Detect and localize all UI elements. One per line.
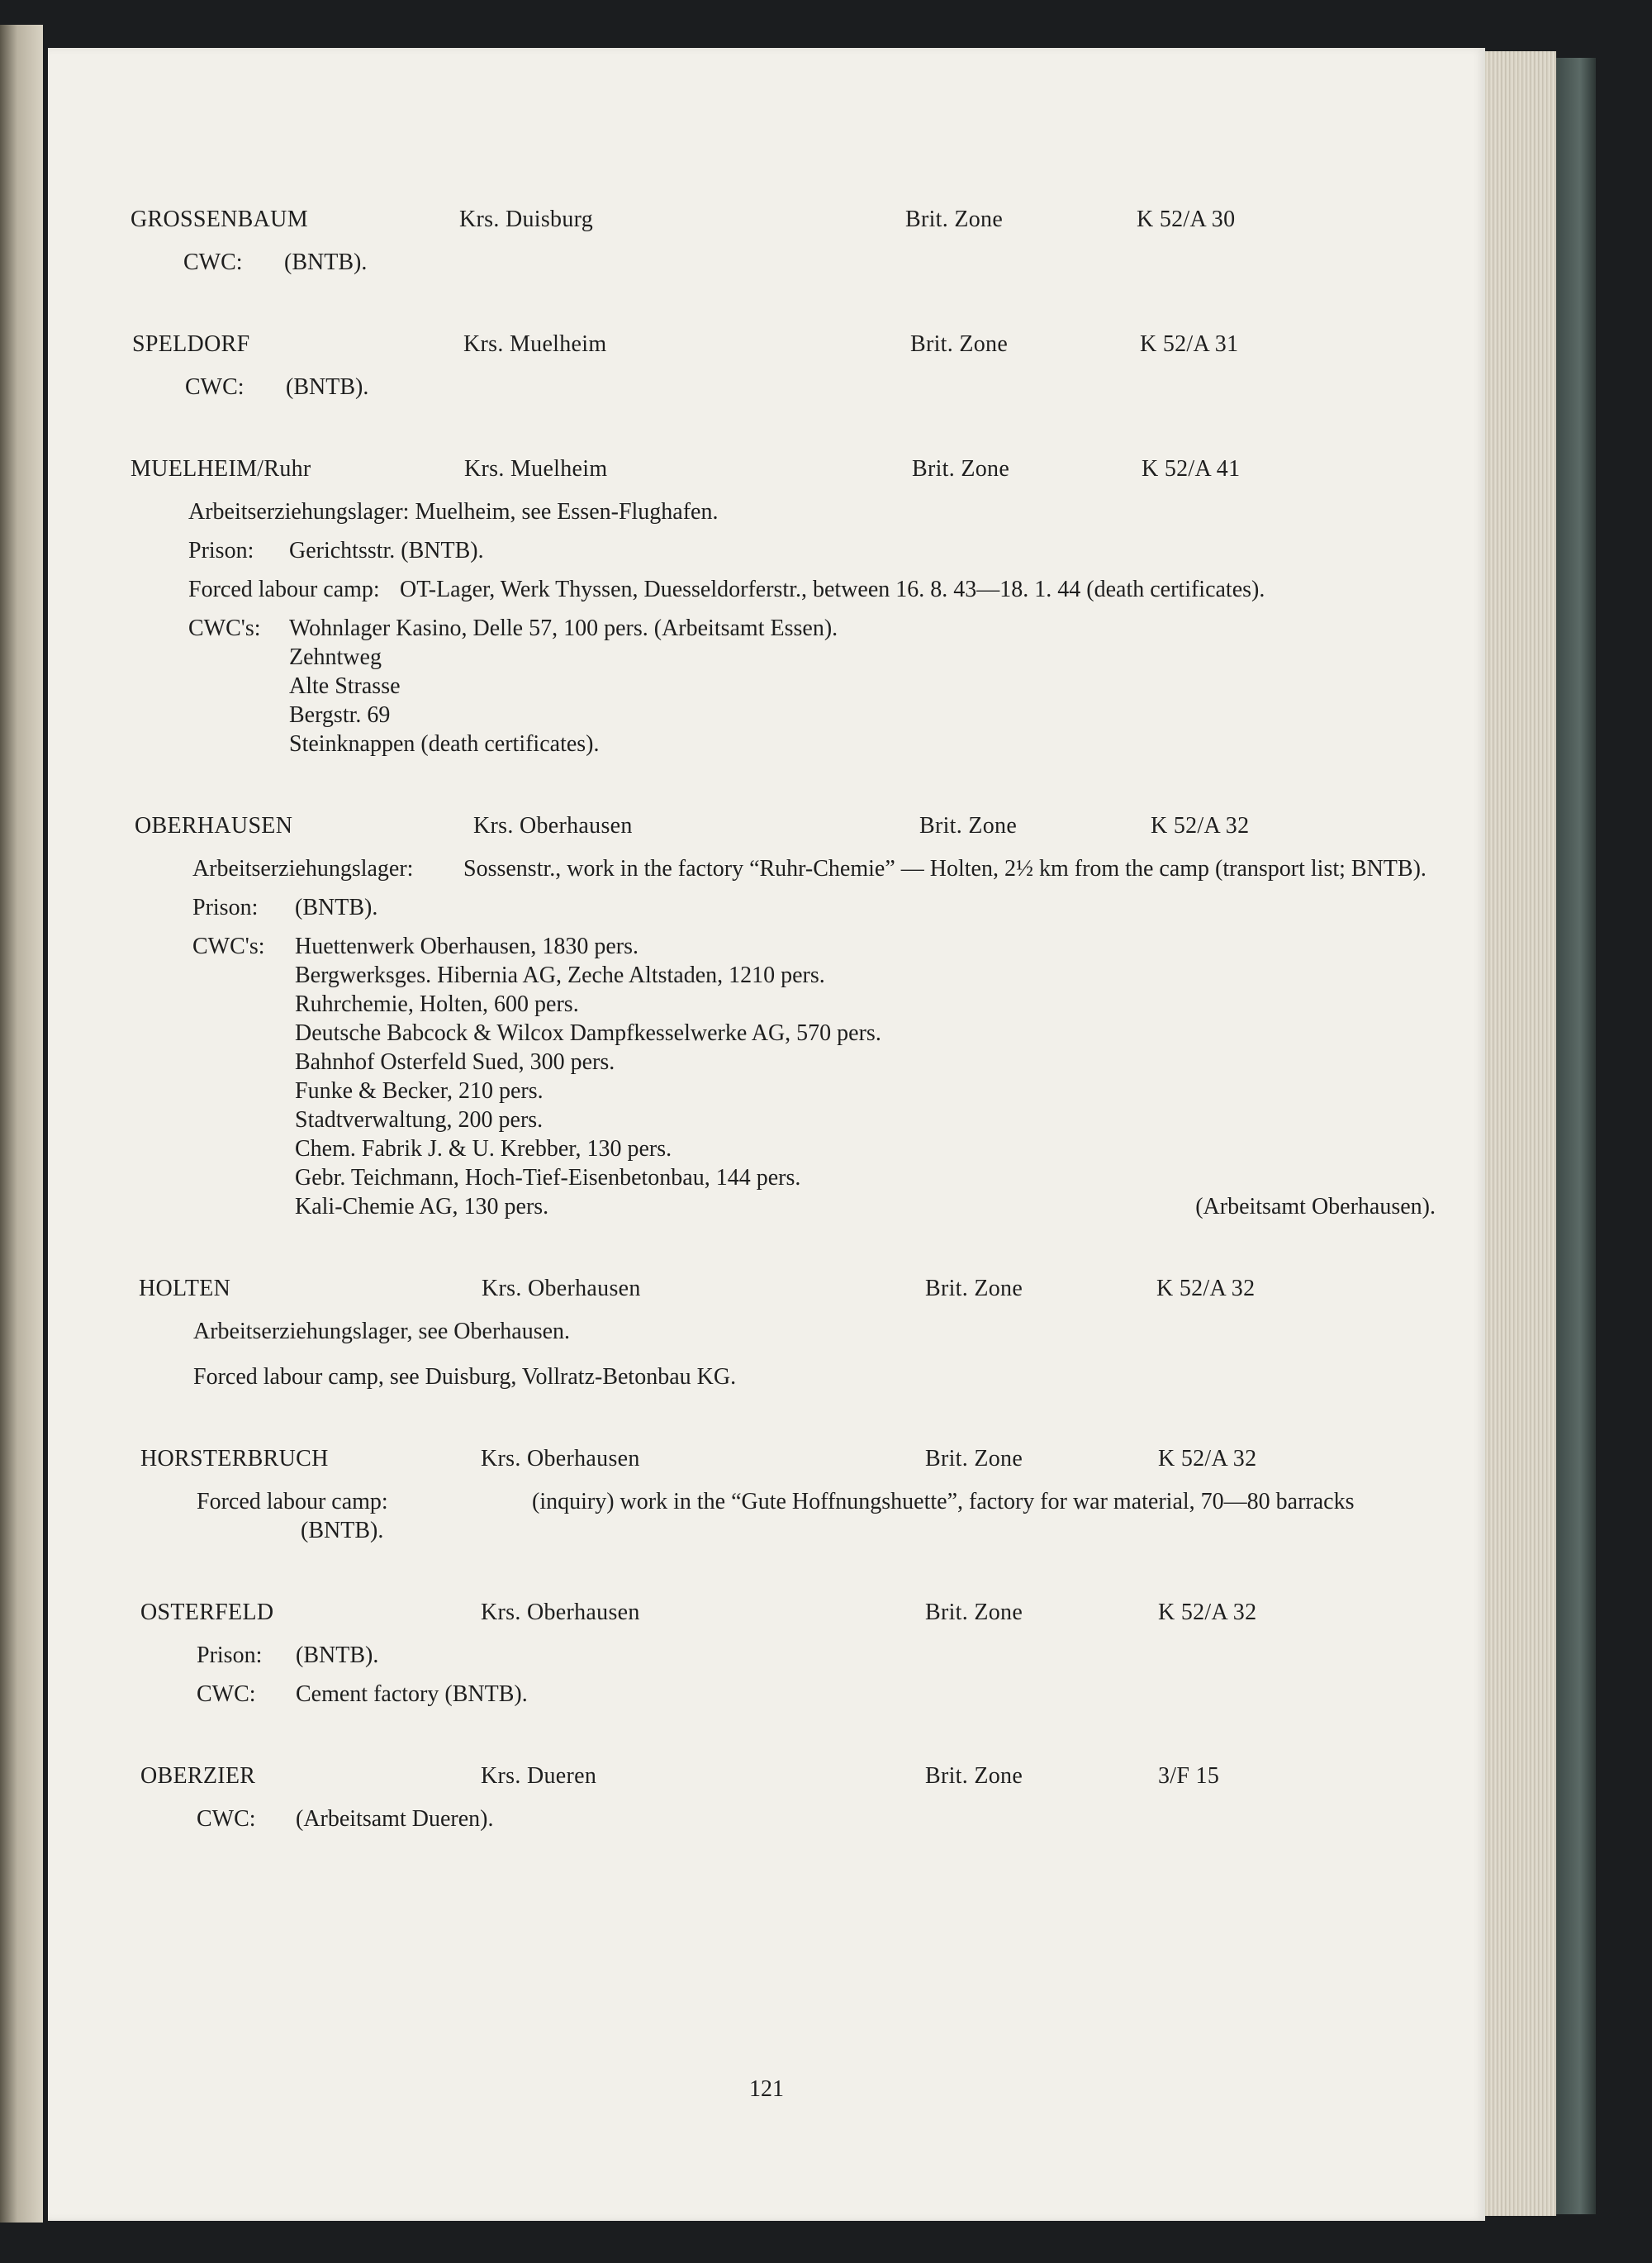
prison-label: Prison: — [197, 1643, 263, 1668]
cwc-item-last — [295, 1192, 1436, 1221]
zone: Brit. Zone — [919, 813, 1018, 839]
prison-row — [85, 893, 1436, 922]
forced-label: Forced labour camp: — [197, 1489, 388, 1514]
entry-header — [89, 1274, 1436, 1307]
place-name: GROSSENBAUM — [131, 207, 308, 232]
cwc-item: Zehntweg — [289, 644, 382, 670]
district: Krs. Oberhausen — [482, 1276, 641, 1301]
place-name: MUELHEIM/Ruhr — [131, 456, 311, 482]
cwc-item: Funke & Becker, 210 pers. — [295, 1078, 544, 1104]
district: Krs. Oberhausen — [481, 1600, 640, 1625]
cwc-item: Bahnhof Osterfeld Sued, 300 pers. — [295, 1049, 615, 1075]
cwc-item: Stadtverwaltung, 200 pers. — [295, 1107, 544, 1133]
entry-holten — [89, 1274, 1436, 1391]
entry-grossenbaum — [81, 205, 1436, 277]
page-content — [131, 209, 1436, 1886]
row-label: CWC: — [183, 250, 243, 275]
prison-label: Prison: — [192, 895, 259, 920]
reference: K 52/A 32 — [1158, 1600, 1257, 1625]
place-name: HOLTEN — [139, 1276, 231, 1301]
entry-header — [85, 811, 1436, 844]
cwc-item: Kali-Chemie AG, 130 pers. — [295, 1194, 549, 1219]
page-stack-edge — [1485, 51, 1556, 2216]
cwc-item: Gebr. Teichmann, Hoch-Tief-Eisenbetonbau, 144 pers. — [295, 1165, 801, 1191]
cwc-row — [85, 932, 1436, 1221]
prison-label: Prison: — [188, 538, 254, 563]
cwc-item: Bergwerksges. Hibernia AG, Zeche Altstaden, 1210 pers. — [295, 963, 825, 988]
cwc-list — [289, 614, 1436, 758]
place-name: OBERHAUSEN — [135, 813, 293, 839]
row-value: (BNTB). — [284, 250, 368, 275]
forced-value: (inquiry) work in the “Gute Hoffnungshuette”, factory for war material, 70—80 barracks (BNTB). — [301, 1489, 1355, 1543]
reference: K 52/A 32 — [1158, 1446, 1257, 1471]
reference: K 52/A 32 — [1156, 1276, 1256, 1301]
holten-line: Arbeitserziehungslager, see Oberhausen. — [193, 1319, 571, 1344]
forced-labour-row — [81, 575, 1436, 604]
zone: Brit. Zone — [925, 1763, 1023, 1789]
zone: Brit. Zone — [925, 1276, 1023, 1301]
entry-header — [91, 1761, 1436, 1795]
cwc-label: CWC: — [197, 1806, 256, 1832]
cwc-list — [295, 932, 1436, 1221]
reference: 3/F 15 — [1158, 1763, 1220, 1789]
prison-value: (BNTB). — [295, 895, 378, 920]
entry-speldorf — [83, 330, 1436, 402]
arbeitserziehungslager-line: Arbeitserziehungslager: Muelheim, see Essen-Flughafen. — [188, 499, 719, 525]
book-page — [48, 48, 1485, 2221]
entry-oberzier — [91, 1761, 1436, 1833]
district: Krs. Duisburg — [459, 207, 594, 232]
cwc-item: Chem. Fabrik J. & U. Krebber, 130 pers. — [295, 1136, 672, 1162]
district: Krs. Muelheim — [463, 331, 607, 357]
reference: K 52/A 41 — [1142, 456, 1241, 482]
cwc-item: Deutsche Babcock & Wilcox Dampfkesselwerke AG, 570 pers. — [295, 1020, 881, 1046]
page-number: 121 — [749, 2076, 784, 2102]
entry-muelheim — [81, 454, 1436, 758]
cwc-row — [91, 1804, 1436, 1833]
prison-value: Gerichtsstr. (BNTB). — [289, 538, 484, 563]
entry-header — [81, 205, 1436, 238]
reference: K 52/A 30 — [1137, 207, 1236, 232]
district: Krs. Dueren — [481, 1763, 597, 1789]
entry-header — [81, 454, 1436, 487]
row-label: CWC: — [185, 374, 244, 400]
cwc-row — [81, 614, 1436, 758]
place-name: HORSTERBRUCH — [140, 1446, 329, 1471]
cwc-item: Huettenwerk Oberhausen, 1830 pers. — [295, 934, 638, 959]
zone: Brit. Zone — [925, 1600, 1023, 1625]
cwc-label: CWC: — [197, 1681, 256, 1707]
arbeits-value: Sossenstr., work in the factory “Ruhr-Chemie” — Holten, 2½ km from the camp (transport list; BNTB). — [463, 856, 1427, 882]
district: Krs. Muelheim — [464, 456, 608, 482]
prison-row — [91, 1641, 1436, 1670]
zone: Brit. Zone — [905, 207, 1004, 232]
cwc-item: Bergstr. 69 — [289, 702, 391, 728]
place-name: SPELDORF — [132, 331, 250, 357]
arbeits-label: Arbeitserziehungslager: — [192, 856, 414, 882]
row-value: (BNTB). — [286, 374, 369, 400]
entry-header — [91, 1444, 1436, 1477]
book-cover-edge — [1556, 58, 1596, 2214]
cwc-value: Cement factory (BNTB). — [296, 1681, 528, 1707]
place-name: OBERZIER — [140, 1763, 256, 1789]
entry-header — [83, 330, 1436, 363]
entry-oberhausen — [85, 811, 1436, 1221]
cwc-item: Steinknappen (death certificates). — [289, 731, 600, 757]
entry-osterfeld — [91, 1598, 1436, 1709]
cwc-item: Ruhrchemie, Holten, 600 pers. — [295, 991, 579, 1017]
holten-line: Forced labour camp, see Duisburg, Vollratz-Betonbau KG. — [193, 1364, 737, 1390]
cwc-value: (Arbeitsamt Dueren). — [296, 1806, 494, 1832]
cwc-label: CWC's: — [188, 616, 261, 641]
zone: Brit. Zone — [912, 456, 1010, 482]
prison-row — [81, 536, 1436, 565]
zone: Brit. Zone — [910, 331, 1009, 357]
cwc-item: Alte Strasse — [289, 673, 401, 699]
forced-label — [188, 575, 380, 604]
district: Krs. Oberhausen — [481, 1446, 640, 1471]
reference: K 52/A 32 — [1151, 813, 1250, 839]
place-name: OSTERFELD — [140, 1600, 274, 1625]
forced-label-text: Forced labour camp: — [188, 577, 380, 602]
reference: K 52/A 31 — [1140, 331, 1239, 357]
entry-header — [91, 1598, 1436, 1631]
district: Krs. Oberhausen — [473, 813, 633, 839]
cwc-row — [91, 1680, 1436, 1709]
forced-value: OT-Lager, Werk Thyssen, Duesseldorferstr., between 16. 8. 43—18. 1. 44 (death certificates). — [400, 577, 1265, 602]
entry-row — [83, 373, 1436, 402]
entry-horsterbruch — [91, 1444, 1436, 1545]
cwc-source: (Arbeitsamt Oberhausen). — [1195, 1194, 1436, 1219]
prison-value: (BNTB). — [296, 1643, 379, 1668]
cwc-label: CWC's: — [192, 934, 265, 959]
entry-row — [81, 248, 1436, 277]
left-page-edge — [0, 25, 43, 2223]
zone: Brit. Zone — [925, 1446, 1023, 1471]
cwc-item: Wohnlager Kasino, Delle 57, 100 pers. (Arbeitsamt Essen). — [289, 616, 838, 641]
